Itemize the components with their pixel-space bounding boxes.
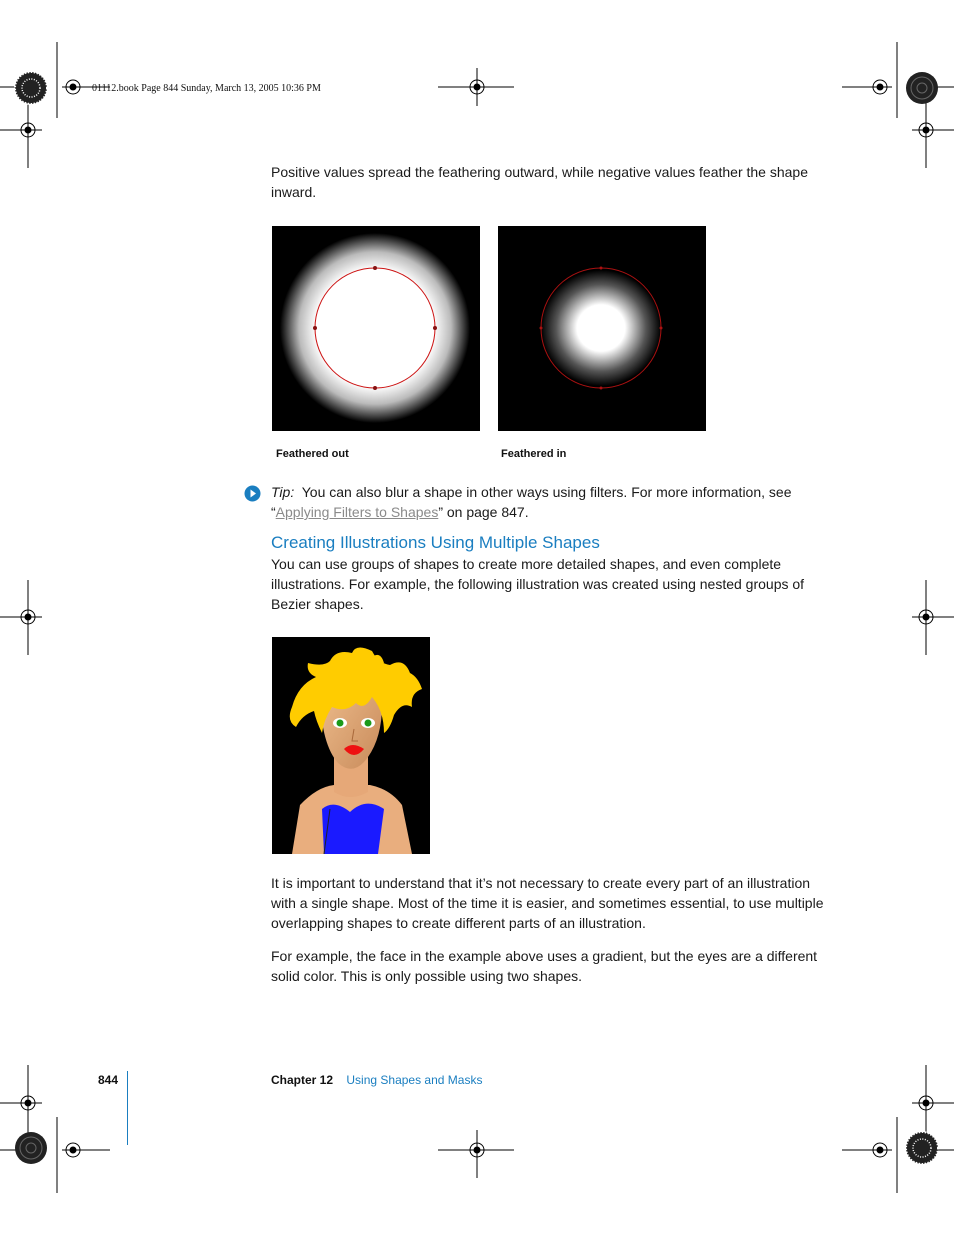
chapter-title: Using Shapes and Masks (346, 1073, 483, 1087)
page-number: 844 (98, 1073, 119, 1087)
intro-paragraph: Positive values spread the feathering outward, while negative values feather the shape inward. (271, 164, 809, 200)
tip-label: Tip: (271, 484, 295, 500)
figure-caption-feathered-in: Feathered in (501, 448, 567, 460)
section-heading: Creating Illustrations Using Multiple Shapes (271, 533, 600, 552)
feathered-in-image (498, 226, 706, 431)
footer-divider (127, 1071, 128, 1145)
tip-paragraph (271, 482, 811, 522)
feathered-out-image (272, 226, 480, 431)
print-slug: 01112.book Page 844 Sunday, March 13, 2005 10:36 PM (92, 83, 321, 94)
section-paragraph-3: For example, the face in the example above uses a gradient, but the eyes are a different solid color. This is only possible using two shapes. (271, 948, 818, 984)
chapter-label: Chapter 12 (271, 1073, 334, 1087)
figure-caption-feathered-out: Feathered out (276, 448, 349, 460)
woman-illustration (272, 637, 430, 854)
tip-text-after: ” on page 847. (438, 504, 529, 520)
section-paragraph-1: You can use groups of shapes to create more detailed shapes, and even complete illustrations. For example, the following illustration was created using nested groups of Bezier shapes. (271, 556, 805, 612)
section-paragraph-2: It is important to understand that it’s not necessary to create every part of an illustration with a single shape. Most of the time it is easier, and sometimes essential, to use multiple overlapping shapes to create different parts of an illustration. (271, 875, 824, 931)
footer-chapter (271, 1073, 482, 1087)
applying-filters-link[interactable]: Applying Filters to Shapes (275, 504, 439, 520)
tip-arrow-icon (244, 485, 261, 502)
tip-text-before: You can also blur a shape in other ways using filters. For more information, see “ (271, 484, 792, 520)
